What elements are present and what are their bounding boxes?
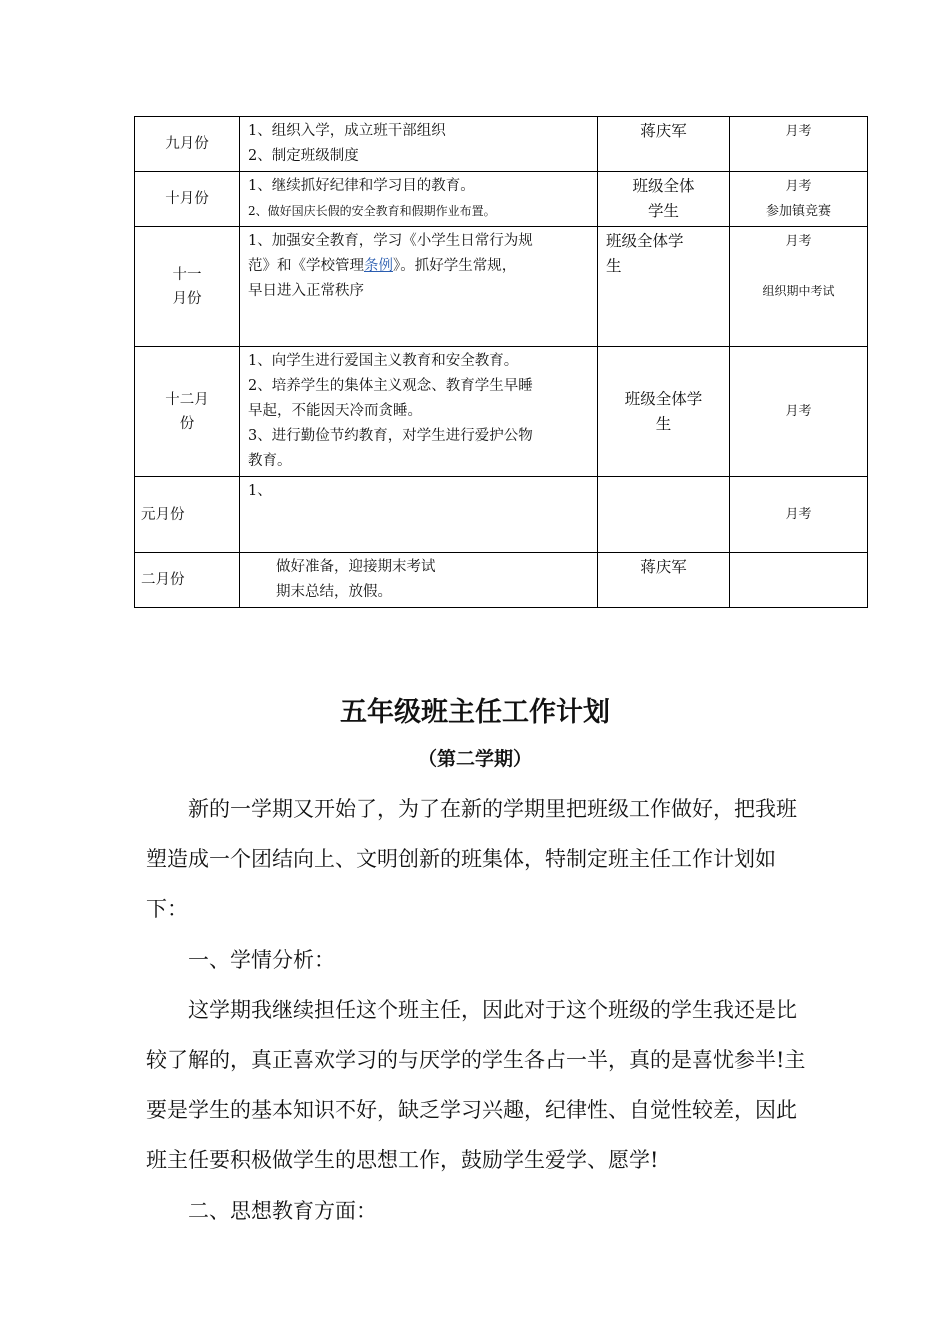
month-label: 十月份 xyxy=(165,191,209,207)
content-line: 1、 xyxy=(248,483,272,499)
content-fragment: 》。抓好学生常规， xyxy=(393,258,517,274)
table-row xyxy=(135,553,868,608)
note-cell xyxy=(730,117,868,172)
actor-cell xyxy=(598,172,730,227)
actor-cell xyxy=(598,117,730,172)
note-cell xyxy=(730,477,868,553)
content-line: 2、做好国庆长假的安全教育和假期作业布置。 xyxy=(248,204,496,218)
month-label: 二月份 xyxy=(141,572,185,588)
note-text: 组织期中考试 xyxy=(762,284,835,298)
month-cell xyxy=(135,477,240,553)
actor-text: 生 xyxy=(655,414,672,433)
content-line: 1、继续抓好纪律和学习目的教育。 xyxy=(248,178,475,194)
actor-text: 学生 xyxy=(647,202,679,220)
note-cell xyxy=(730,553,868,608)
actor-cell xyxy=(598,553,730,608)
note-cell xyxy=(730,227,868,347)
document-title: 五年级班主任工作计划 xyxy=(340,697,610,728)
month-cell xyxy=(135,172,240,227)
regulation-link[interactable]: 条例 xyxy=(364,258,393,274)
document-subtitle: （第二学期） xyxy=(417,748,532,770)
content-cell xyxy=(240,227,598,347)
content-line: 期末总结，放假。 xyxy=(276,584,392,600)
table-row xyxy=(135,347,868,477)
month-cell xyxy=(135,117,240,172)
content-line: 教育。 xyxy=(248,453,292,469)
note-text: 月考 xyxy=(785,124,812,139)
note-text: 月考 xyxy=(785,507,812,522)
content-cell xyxy=(240,172,598,227)
intro-paragraph: 新的一学期又开始了，为了在新的学期里把班级工作做好，把我班塑造成一个团结向上、文明创新的班集体，特制定班主任工作计划如下： xyxy=(146,797,797,922)
table-row xyxy=(135,117,868,172)
content-line: 1、组织入学，成立班干部组织 xyxy=(248,123,446,139)
content-line xyxy=(248,254,589,279)
month-label: 份 xyxy=(179,415,195,432)
actor-text: 班级全体学 xyxy=(624,389,703,408)
month-cell xyxy=(135,553,240,608)
month-label: 元月份 xyxy=(141,506,185,523)
table-row xyxy=(135,477,868,553)
content-cell xyxy=(240,117,598,172)
document-body xyxy=(146,784,806,1236)
content-cell xyxy=(240,477,598,553)
content-line: 3、进行勤俭节约教育，对学生进行爱护公物 xyxy=(248,428,533,444)
note-text: 月考 xyxy=(785,234,812,249)
note-cell xyxy=(730,347,868,477)
actor-text: 班级全体学 xyxy=(606,232,684,250)
month-label: 月份 xyxy=(172,290,202,307)
note-text: 月考 xyxy=(785,404,812,419)
actor-text: 生 xyxy=(606,257,622,275)
note-text: 月考 xyxy=(785,179,812,194)
actor-cell xyxy=(598,227,730,347)
actor-cell xyxy=(598,477,730,553)
content-line: 早日进入正常秩序 xyxy=(248,283,364,299)
content-line: 1、加强安全教育，学习《小学生日常行为规 xyxy=(248,233,533,249)
content-cell xyxy=(240,347,598,477)
month-label: 十二月 xyxy=(165,391,209,408)
content-line: 做好准备，迎接期末考试 xyxy=(276,559,436,575)
content-line: 1、向学生进行爱国主义教育和安全教育。 xyxy=(248,353,519,369)
monthly-plan-table xyxy=(134,116,868,608)
table-row xyxy=(135,172,868,227)
actor-text: 班级全体 xyxy=(632,177,695,195)
month-label: 十一 xyxy=(172,266,202,283)
month-label: 九月份 xyxy=(165,136,209,152)
content-line: 早起，不能因天冷而贪睡。 xyxy=(248,403,422,419)
actor-cell xyxy=(598,347,730,477)
note-text: 参加镇竞赛 xyxy=(765,204,831,219)
content-line: 2、培养学生的集体主义观念、教育学生早睡 xyxy=(248,378,533,394)
month-cell xyxy=(135,227,240,347)
content-cell xyxy=(240,553,598,608)
actor-text: 蒋庆军 xyxy=(640,122,687,140)
actor-text: 蒋庆军 xyxy=(640,558,687,576)
note-cell xyxy=(730,172,868,227)
section-heading: 二、思想教育方面： xyxy=(188,1198,377,1223)
analysis-paragraph: 这学期我继续担任这个班主任，因此对于这个班级的学生我还是比较了解的，真正喜欢学习的与厌学的学生各占一半，真的是喜忧参半!主要是学生的基本知识不好，缺乏学习兴趣，纪律性、自觉性较差，因此班主任要积极做学生的思想工作，鼓励学生爱学、愿学! xyxy=(146,997,806,1173)
content-fragment: 范》和《学校管理 xyxy=(248,258,364,274)
content-line: 2、制定班级制度 xyxy=(248,148,359,164)
table-row xyxy=(135,227,868,347)
section-heading: 一、学情分析： xyxy=(188,947,335,972)
month-cell xyxy=(135,347,240,477)
